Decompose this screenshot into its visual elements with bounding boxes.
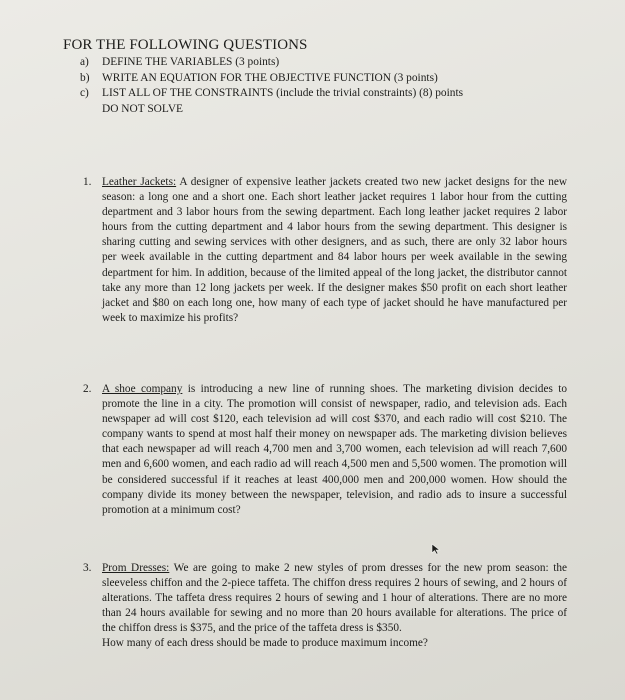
mouse-pointer-icon	[431, 543, 441, 555]
question-text: We are going to make 2 new styles of prom dresses for the new prom season: the sleeveless chiffon and the 2-piece taffeta. The chiffon dress requires 2 hours of sewing, and 2 hours of alterations. The taffeta dress requires 2 hours of sewing and 1 hour of alterations. There are no more than 24 hours available for sewing and no more than 20 hours available for alterations. The price of the chiffon dress is $375, and the price of the taffeta dress is $350.	[102, 562, 567, 635]
question-1	[83, 175, 567, 326]
instruction-item	[80, 71, 463, 87]
page-heading: FOR THE FOLLOWING QUESTIONS	[63, 37, 308, 53]
question-followup: How many of each dress should be made to produce maximum income?	[102, 637, 428, 650]
question-text: A designer of expensive leather jackets created two new jacket designs for the new season: a long one and a short one. Each short leather jacket requires 1 labor hour from the cutting department and 3 labor hours from the sewing department. Each long leather jacket requires 2 labor hours from the cutting department and 4 labor hours from the sewing department. This designer is sharing cutting and sewing services with other designers, and as such, there are only 32 labor hours per week available in the cutting department and 84 labor hours per week available in the sewing department for him. In addition, because of the limited appeal of the long jacket, the distributor cannot take any more than 12 long jackets per week. If the designer makes $50 profit on each short leather jacket and $80 on each long one, how many of each type of jacket should he have manufactured per week to maximize his profits?	[102, 176, 568, 324]
instruction-item	[80, 55, 463, 71]
question-title: A shoe company	[102, 383, 183, 395]
do-not-solve-note: DO NOT SOLVE	[102, 102, 184, 115]
question-number: 3.	[83, 562, 92, 574]
question-text: is introducing a new line of running shoes. The marketing division decides to promote the line in a city. The promotion will consist of newspaper, radio, and television ads. Each newspaper ad will cost $120, each television ad will cost $370, and each radio will cost $210. The company wants to spend at most half their money on newspaper ads. The marketing division believes that each newspaper ad will reach 4,700 men and 3,700 women, each television ad will reach 7,600 men and 6,600 women, and each radio ad will reach 4,500 men and 5,500 women. The promotion will be considered successful if it reaches at least 400,000 men and 200,000 women. How should the company divide its money between the newspaper, television, and radio ads to insure a successful promotion at a minimum cost?	[102, 383, 567, 516]
instruction-letter: c)	[80, 87, 89, 99]
question-body	[102, 561, 567, 652]
question-number: 2.	[83, 383, 92, 395]
question-title: Leather Jackets:	[102, 176, 177, 188]
question-3	[83, 561, 567, 652]
instruction-item	[80, 86, 463, 102]
question-2	[83, 382, 567, 518]
question-title: Prom Dresses:	[102, 562, 170, 574]
instructions-list	[80, 55, 463, 117]
question-number: 1.	[83, 176, 92, 188]
instruction-text: DEFINE THE VARIABLES (3 points)	[102, 56, 280, 68]
instruction-letter: b)	[80, 71, 90, 84]
instruction-text: WRITE AN EQUATION FOR THE OBJECTIVE FUNCTION (3 points)	[102, 71, 438, 84]
question-body	[102, 382, 567, 518]
instruction-letter: a)	[80, 56, 89, 68]
instruction-text: LIST ALL OF THE CONSTRAINTS (include the trivial constraints) (8) points	[102, 87, 464, 99]
question-body	[102, 175, 567, 326]
